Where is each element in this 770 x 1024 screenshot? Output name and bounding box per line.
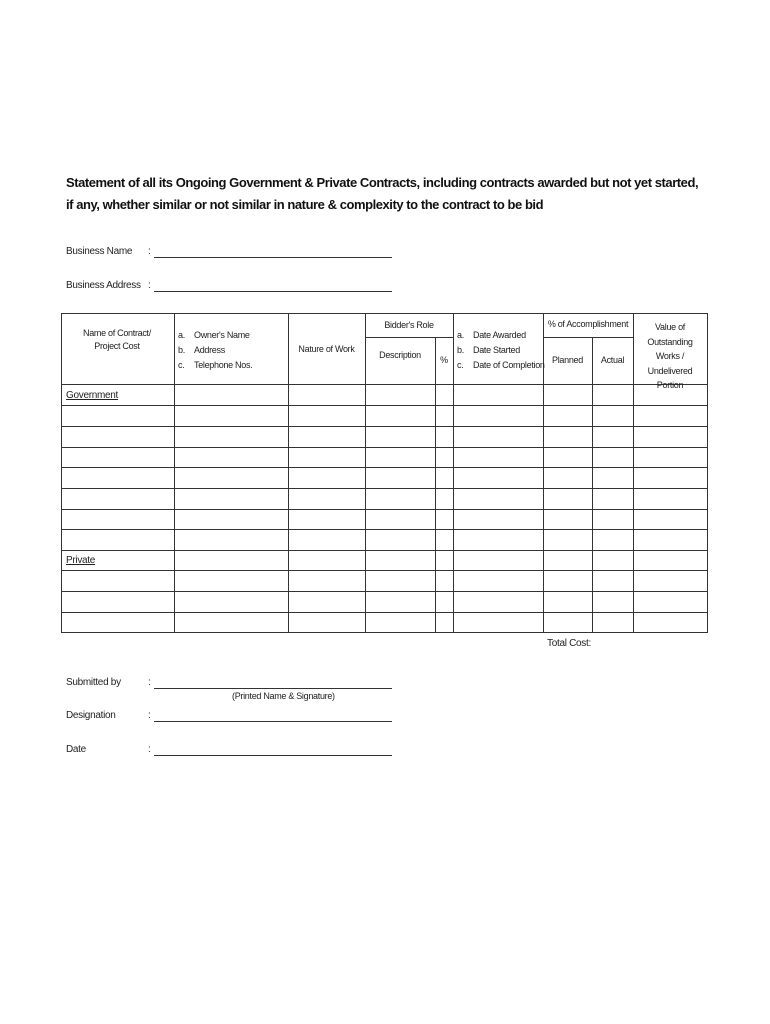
header-contract-name: Name of Contract/ Project Cost — [83, 328, 151, 351]
header-bidders-role: Bidder's Role — [384, 320, 434, 330]
colon: : — [148, 280, 151, 291]
list-marker: a. — [178, 330, 185, 340]
header-dates-list — [457, 328, 545, 373]
header-description: Description — [379, 350, 421, 360]
list-item: Date of Completion — [473, 360, 545, 370]
business-name-line[interactable] — [154, 257, 392, 258]
submitted-by-label: Submitted by — [66, 677, 121, 688]
date-line[interactable] — [154, 755, 392, 756]
header-nature-of-work: Nature of Work — [298, 344, 355, 354]
business-address-label: Business Address — [66, 280, 141, 291]
section-government: Government — [66, 390, 119, 401]
list-marker: b. — [457, 345, 464, 355]
list-item: Date Awarded — [473, 330, 526, 340]
list-item: Owner's Name — [194, 330, 250, 340]
header-owner-list — [178, 328, 252, 373]
list-marker: b. — [178, 345, 185, 355]
list-marker: c. — [178, 360, 185, 370]
header-percent: % — [440, 355, 448, 365]
printed-name-hint: (Printed Name & Signature) — [232, 691, 335, 701]
section-private: Private — [66, 555, 96, 566]
colon: : — [148, 744, 151, 755]
designation-line[interactable] — [154, 721, 392, 722]
submitted-by-line[interactable] — [154, 688, 392, 689]
date-label: Date — [66, 744, 86, 755]
designation-label: Designation — [66, 710, 116, 721]
colon: : — [148, 710, 151, 721]
business-address-line[interactable] — [154, 291, 392, 292]
list-item: Telephone Nos. — [194, 360, 253, 370]
colon: : — [148, 677, 151, 688]
list-marker: a. — [457, 330, 464, 340]
colon: : — [148, 246, 151, 257]
total-cost-label: Total Cost: — [547, 638, 591, 649]
list-item: Date Started — [473, 345, 520, 355]
header-planned: Planned — [552, 355, 583, 365]
list-item: Address — [194, 345, 225, 355]
header-actual: Actual — [600, 355, 625, 365]
contracts-table — [61, 313, 708, 633]
list-marker: c. — [457, 360, 464, 370]
business-name-label: Business Name — [66, 246, 133, 257]
header-accomplishment: % of Accomplishment — [547, 319, 629, 329]
header-value-outstanding: Value of Outstanding Works / Undelivered Portion — [647, 322, 693, 390]
form-title: Statement of all its Ongoing Government & Private Contracts, including contracts awarded but not yet started, if any, whether similar or not similar in nature & complexity to the contract to be bid — [66, 175, 699, 212]
